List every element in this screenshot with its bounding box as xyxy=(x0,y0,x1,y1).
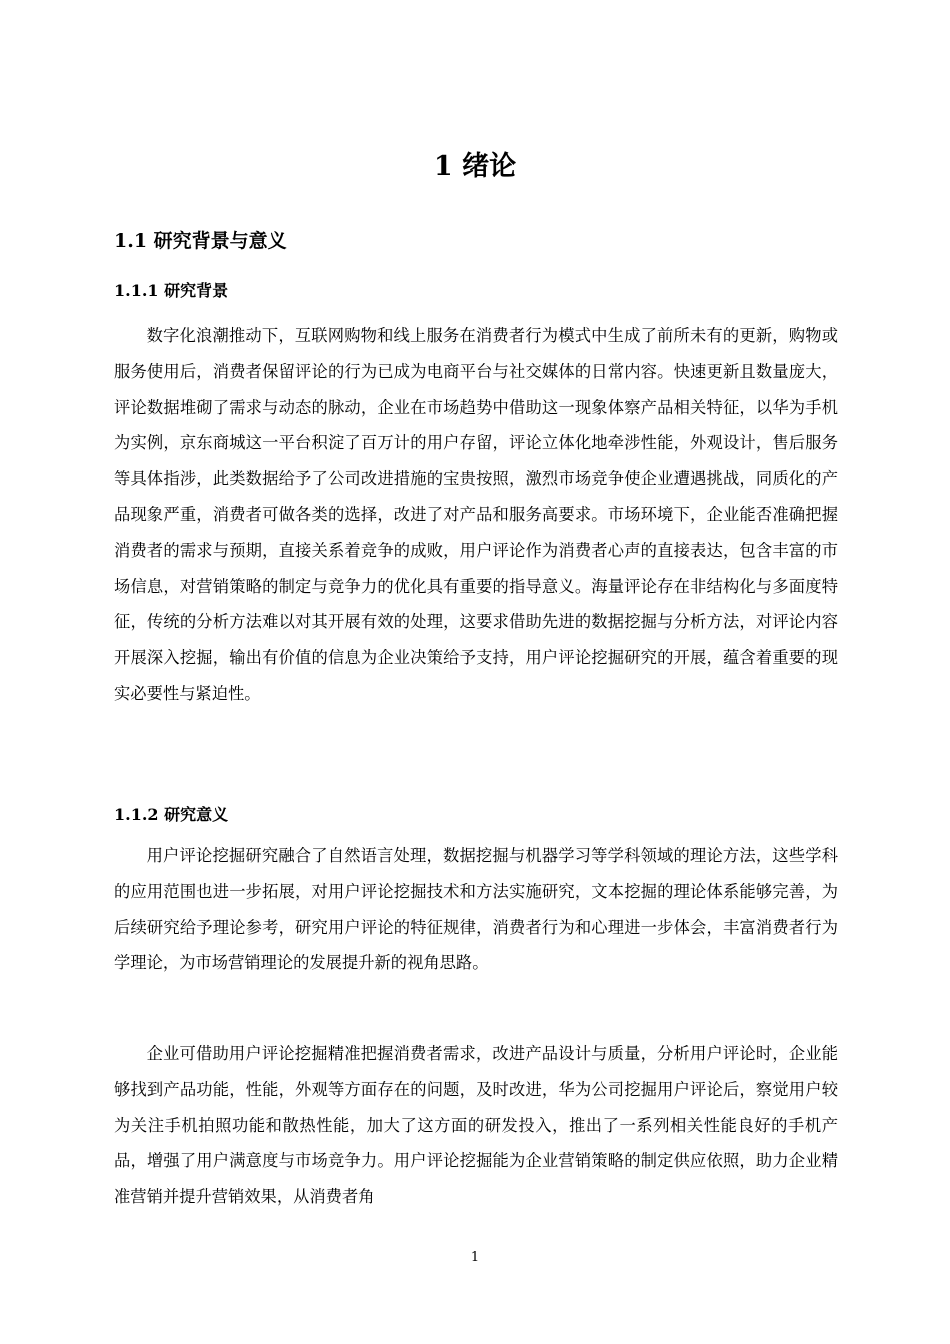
paragraph-significance-practice: 企业可借助用户评论挖掘精准把握消费者需求，改进产品设计与质量，分析用户评论时，企业能够找到产品功能，性能，外观等方面存在的问题，及时改进，华为公司挖掘用户评论后，察觉用户较为关注手机拍照功能和散热性能，加大了这方面的研发投入，推出了一系列相关性能良好的手机产品，增强了用户满意度与市场竞争力。用户评论挖掘能为企业营销策略的制定供应依照，助力企业精准营销并提升营销效果，从消费者角 xyxy=(114,1044,838,1207)
section-heading: 1.1 研究背景与意义 xyxy=(114,230,287,252)
paragraph-background: 数字化浪潮推动下，互联网购物和线上服务在消费者行为模式中生成了前所未有的更新，购物或服务使用后，消费者保留评论的行为已成为电商平台与社交媒体的日常内容。快速更新且数量庞大，评论数据堆砌了需求与动态的脉动，企业在市场趋势中借助这一现象体察产品相关特征，以华为手机为实例，京东商城这一平台积淀了百万计的用户存留，评论立体化地牵涉性能，外观设计，售后服务等具体指涉，此类数据给予了公司改进措施的宝贵按照，激烈市场竞争使企业遭遇挑战，同质化的产品现象严重，消费者可做各类的选择，改进了对产品和服务高要求。市场环境下，企业能否准确把握消费者的需求与预期，直接关系着竞争的成败，用户评论作为消费者心声的直接表达，包含丰富的市场信息，对营销策略的制定与竞争力的优化具有重要的指导意义。海量评论存在非结构化与多面度特征，传统的分析方法难以对其开展有效的处理，这要求借助先进的数据挖掘与分析方法，对评论内容开展深入挖掘，输出有价值的信息为企业决策给予支持，用户评论挖掘研究的开展，蕴含着重要的现实必要性与紧迫性。 xyxy=(114,326,838,703)
subsection-heading-background: 1.1.1 研究背景 xyxy=(114,281,229,300)
subsection-heading-significance: 1.1.2 研究意义 xyxy=(114,805,229,824)
paragraph-significance-theory: 用户评论挖掘研究融合了自然语言处理，数据挖掘与机器学习等学科领域的理论方法，这些学科的应用范围也进一步拓展，对用户评论挖掘技术和方法实施研究，文本挖掘的理论体系能够完善，为后续研究给予理论参考，研究用户评论的特征规律，消费者行为和心理进一步体会，丰富消费者行为学理论，为市场营销理论的发展提升新的视角思路。 xyxy=(114,846,838,973)
page-number: 1 xyxy=(470,1250,480,1265)
chapter-title: 1 绪论 xyxy=(433,151,517,182)
